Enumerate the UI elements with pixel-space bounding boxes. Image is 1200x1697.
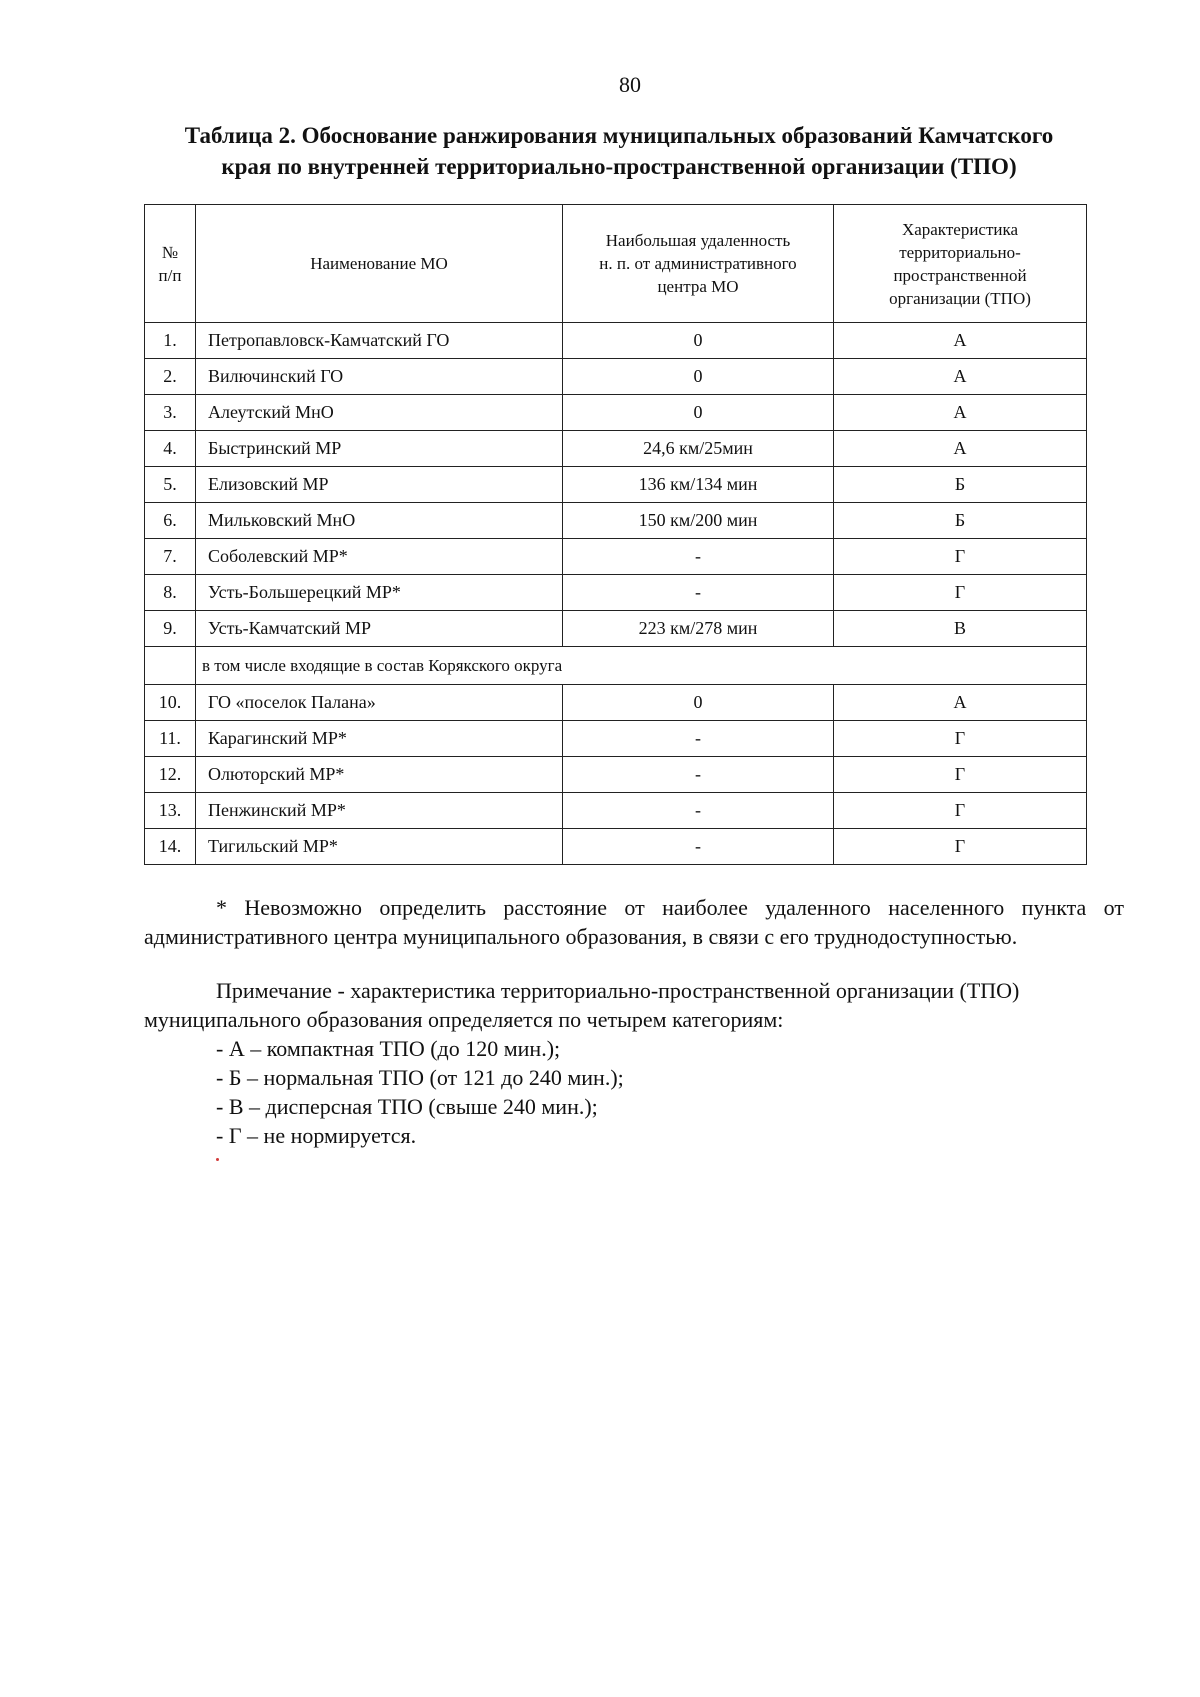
row-tpo: Г (834, 721, 1087, 757)
row-tpo: Б (834, 467, 1087, 503)
header-tpo-line: Характеристика (901, 219, 1019, 239)
row-number: 10. (145, 685, 196, 721)
row-number: 7. (145, 539, 196, 575)
row-tpo: Б (834, 503, 1087, 539)
table-row (145, 323, 1087, 359)
row-distance: 0 (563, 685, 834, 721)
table-title-line-2: края по внутренней территориально-пространственной организации (ТПО) (221, 154, 1017, 179)
row-number: 14. (145, 829, 196, 865)
header-num-line: № (161, 242, 179, 262)
group-label: в том числе входящие в состав Корякского округа (196, 647, 1087, 685)
row-mo-name: Елизовский МР (196, 467, 563, 503)
table-row (145, 721, 1087, 757)
table-row (145, 503, 1087, 539)
row-tpo: Г (834, 793, 1087, 829)
group-label-spacer (145, 647, 196, 685)
table-row (145, 829, 1087, 865)
table-row (145, 359, 1087, 395)
row-tpo: А (834, 359, 1087, 395)
row-distance: 24,6 км/25мин (563, 431, 834, 467)
header-name: Наименование МО (196, 205, 563, 323)
row-number: 3. (145, 395, 196, 431)
row-distance: - (563, 721, 834, 757)
row-number: 12. (145, 757, 196, 793)
red-dot-mark (216, 1158, 219, 1161)
table-title (144, 120, 1094, 182)
row-distance: 0 (563, 395, 834, 431)
row-number: 13. (145, 793, 196, 829)
table-row (145, 611, 1087, 647)
row-mo-name: Усть-Камчатский МР (196, 611, 563, 647)
row-number: 1. (145, 323, 196, 359)
row-mo-name: Усть-Большерецкий МР* (196, 575, 563, 611)
header-num (145, 205, 196, 323)
table-row (145, 539, 1087, 575)
header-distance (563, 205, 834, 323)
row-distance: - (563, 829, 834, 865)
row-number: 8. (145, 575, 196, 611)
row-tpo: А (834, 395, 1087, 431)
row-tpo: Г (834, 539, 1087, 575)
row-mo-name: ГО «поселок Палана» (196, 685, 563, 721)
row-mo-name: Тигильский МР* (196, 829, 563, 865)
row-tpo: Г (834, 575, 1087, 611)
header-num-line: п/п (158, 265, 182, 285)
footnote: * Невозможно определить расстояние от наиболее удаленного населенного пункта от административного центра муниципального образования, в связи с его труднодоступностью. (144, 895, 1124, 949)
row-tpo: А (834, 431, 1087, 467)
header-distance-line: Наибольшая удаленность (605, 231, 791, 250)
table-row (145, 467, 1087, 503)
row-distance: - (563, 539, 834, 575)
group-label-row (145, 647, 1087, 685)
row-tpo: В (834, 611, 1087, 647)
table-body (145, 323, 1087, 647)
table-header-row (145, 205, 1087, 323)
header-tpo-line: организации (ТПО) (889, 288, 1031, 308)
group-section (145, 647, 1087, 685)
mo-ranking-table (144, 204, 1087, 865)
row-distance: 0 (563, 359, 834, 395)
row-distance: 223 км/278 мин (563, 611, 834, 647)
row-mo-name: Карагинский МР* (196, 721, 563, 757)
row-number: 4. (145, 431, 196, 467)
row-distance: 150 км/200 мин (563, 503, 834, 539)
row-number: 11. (145, 721, 196, 757)
row-distance: 0 (563, 323, 834, 359)
table-row (145, 575, 1087, 611)
row-tpo: А (834, 323, 1087, 359)
row-distance: - (563, 757, 834, 793)
header-distance-line: центра МО (657, 277, 739, 296)
row-mo-name: Быстринский МР (196, 431, 563, 467)
table-row (145, 757, 1087, 793)
table-row (145, 431, 1087, 467)
row-distance: - (563, 575, 834, 611)
row-mo-name: Алеутский МнО (196, 395, 563, 431)
header-tpo-line: территориально- (899, 242, 1021, 262)
table-row (145, 793, 1087, 829)
row-tpo: Г (834, 757, 1087, 793)
note-intro: Примечание - характеристика территориально-пространственной организации (ТПО) муниципального образования определяется по четырем категориям: (144, 978, 1020, 1032)
header-tpo-line: пространственной (893, 265, 1027, 285)
note-category: - Б – нормальная ТПО (от 121 до 240 мин.); (216, 1065, 624, 1090)
row-number: 6. (145, 503, 196, 539)
row-distance: - (563, 793, 834, 829)
row-tpo: Г (834, 829, 1087, 865)
row-number: 5. (145, 467, 196, 503)
row-mo-name: Мильковский МнО (196, 503, 563, 539)
note-category: - В – дисперсная ТПО (свыше 240 мин.); (216, 1094, 598, 1119)
group-body (145, 685, 1087, 865)
row-mo-name: Петропавловск-Камчатский ГО (196, 323, 563, 359)
header-distance-line: н. п. от административного (599, 254, 797, 273)
row-distance: 136 км/134 мин (563, 467, 834, 503)
note-category: - Г – не нормируется. (216, 1123, 417, 1148)
row-mo-name: Олюторский МР* (196, 757, 563, 793)
table-row (145, 685, 1087, 721)
row-mo-name: Соболевский МР* (196, 539, 563, 575)
page-number: 80 (619, 72, 641, 97)
table-title-line-1: Таблица 2. Обоснование ранжирования муниципальных образований Камчатского (184, 123, 1054, 148)
note-category: - А – компактная ТПО (до 120 мин.); (216, 1036, 561, 1061)
row-tpo: А (834, 685, 1087, 721)
row-number: 9. (145, 611, 196, 647)
table-row (145, 395, 1087, 431)
row-mo-name: Пенжинский МР* (196, 793, 563, 829)
header-tpo (834, 205, 1087, 323)
row-number: 2. (145, 359, 196, 395)
row-mo-name: Вилючинский ГО (196, 359, 563, 395)
note (144, 976, 1124, 1150)
